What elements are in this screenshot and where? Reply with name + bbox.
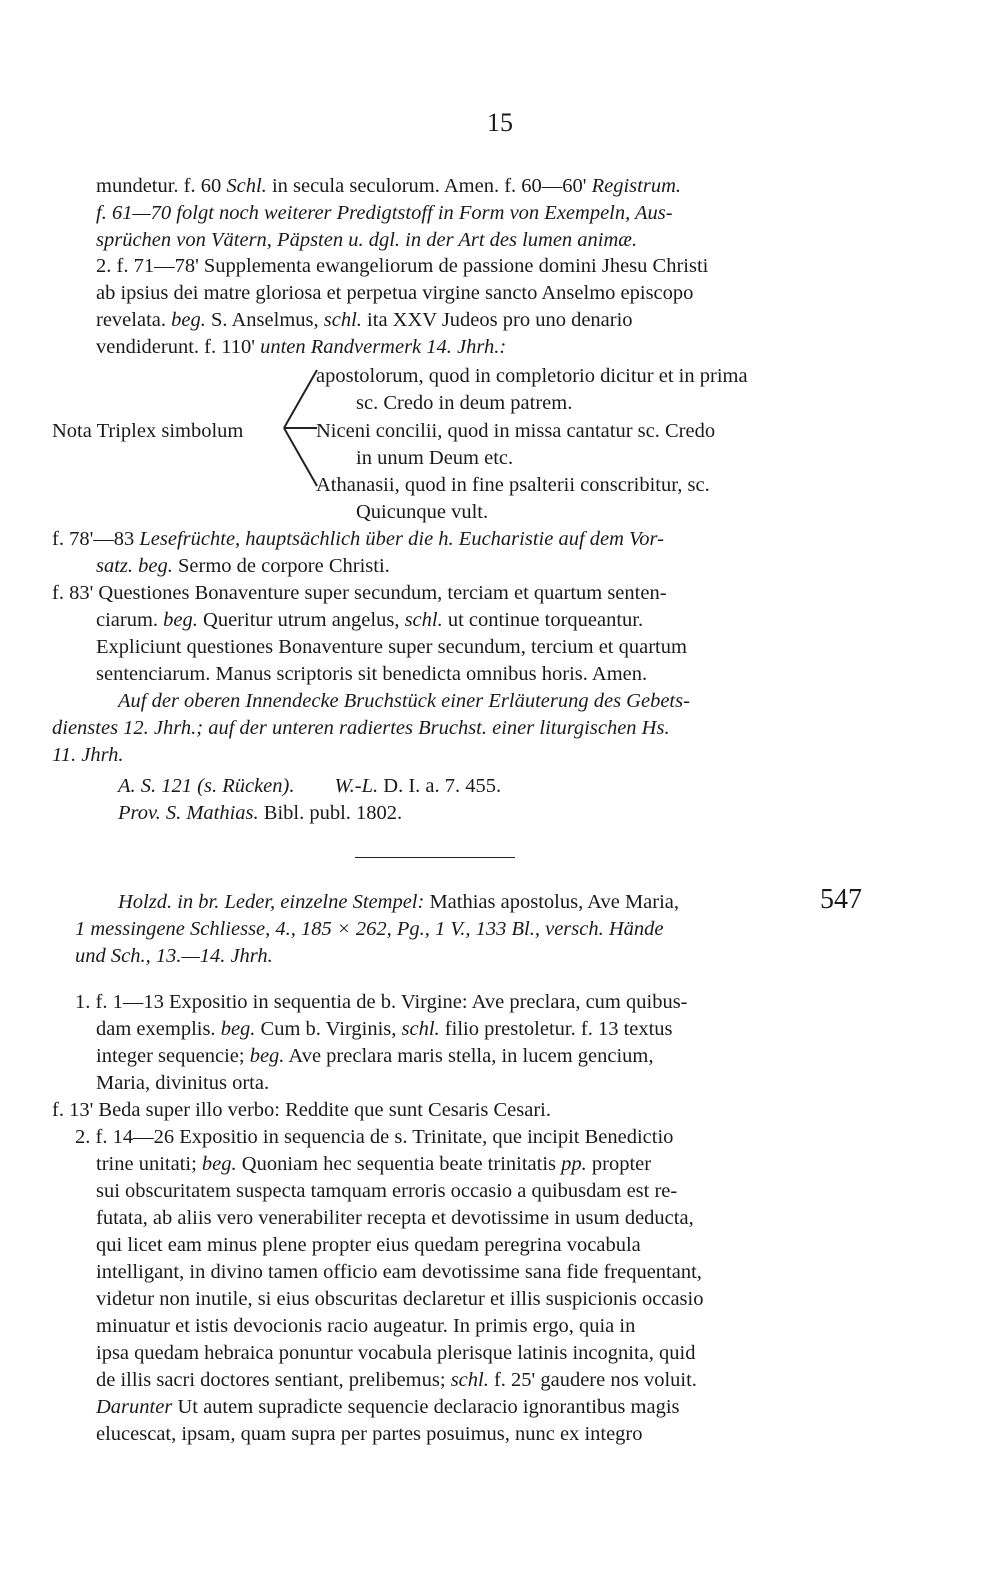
reference-line: A. S. 121 (s. Rücken). W.-L. D. I. a. 7. 455. xyxy=(118,775,502,797)
contents-line: integer sequencie; beg. Ave preclara maris stella, in lucem gencium, xyxy=(96,1045,654,1067)
contents-line: Maria, divinitus orta. xyxy=(96,1072,270,1094)
contents-line: futata, ab aliis vero venerabiliter recepta et devotissime in usum deducta, xyxy=(96,1207,694,1229)
nota-line: sc. Credo in deum patrem. xyxy=(356,392,573,414)
text-line: ciarum. beg. Queritur utrum angelus, schl. ut continue torqueantur. xyxy=(96,609,644,631)
contents-line: 2. f. 14—26 Expositio in sequencia de s. Trinitate, que incipit Benedictio xyxy=(75,1126,674,1148)
contents-line: Darunter Ut autem supradicte sequencie declaracio ignorantibus magis xyxy=(96,1396,680,1418)
text-line: ab ipsius dei matre gloriosa et perpetua virgine sancto Anselmo episcopo xyxy=(96,282,694,304)
text-line: dienstes 12. Jhrh.; auf der unteren radiertes Bruchst. einer liturgischen Hs. xyxy=(52,717,670,739)
text-line: 2. f. 71—78' Supplementa ewangeliorum de passione domini Jhesu Christi xyxy=(96,255,709,277)
text-line: revelata. beg. S. Anselmus, schl. ita XXV Judeos pro uno denario xyxy=(96,309,633,331)
separator-rule xyxy=(355,857,515,858)
contents-line: sui obscuritatem suspecta tamquam erroris occasio a quibusdam est re- xyxy=(96,1180,678,1202)
contents-line: trine unitati; beg. Quoniam hec sequentia beate trinitatis pp. propter xyxy=(96,1153,652,1175)
text-line: Expliciunt questiones Bonaventure super secundum, tercium et quartum xyxy=(96,636,687,658)
contents-line: elucescat, ipsam, quam supra per partes posuimus, nunc ex integro xyxy=(96,1423,643,1445)
nota-line: in unum Deum etc. xyxy=(356,447,514,469)
text-line: sprüchen von Vätern, Päpsten u. dgl. in der Art des lumen animæ. xyxy=(96,229,638,251)
text-line: f. 83' Questiones Bonaventure super secundum, terciam et quartum senten- xyxy=(52,582,667,604)
contents-line: ipsa quedam hebraica ponuntur vocabula plerisque latinis incognita, quid xyxy=(96,1342,696,1364)
contents-line: 1. f. 1—13 Expositio in sequentia de b. Virgine: Ave preclara, cum quibus- xyxy=(75,991,688,1013)
nota-line: Quicunque vult. xyxy=(356,501,489,523)
text-line: f. 78'—83 Lesefrüchte, hauptsächlich über die h. Eucharistie auf dem Vor- xyxy=(52,528,664,550)
text-line: f. 61—70 folgt noch weiterer Predigtstoff in Form von Exempeln, Aus- xyxy=(96,202,673,224)
contents-line: qui licet eam minus plene propter eius quedam peregrina vocabula xyxy=(96,1234,641,1256)
contents-line: intelligant, in divino tamen officio eam devotissime sana fide frequentant, xyxy=(96,1261,702,1283)
contents-line: de illis sacri doctores sentiant, prelibemus; schl. f. 25' gaudere nos voluit. xyxy=(96,1369,697,1391)
nota-line: Athanasii, quod in fine psalterii conscribitur, sc. xyxy=(316,474,710,496)
text-line: 1 messingene Schliesse, 4., 185 × 262, Pg., 1 V., 133 Bl., versch. Hände xyxy=(75,918,664,940)
contents-line: minuatur et istis devocionis racio augeatur. In primis ergo, quia in xyxy=(96,1315,636,1337)
contents-line: dam exemplis. beg. Cum b. Virginis, schl. filio prestoletur. f. 13 textus xyxy=(96,1018,673,1040)
nota-line: apostolorum, quod in completorio dicitur et in prima xyxy=(316,365,748,387)
nota-line: Niceni concilii, quod in missa cantatur sc. Credo xyxy=(316,420,716,442)
page-number: 15 xyxy=(487,108,513,137)
text-line: und Sch., 13.—14. Jhrh. xyxy=(75,945,273,967)
text-line: vendiderunt. f. 110' unten Randvermerk 14. Jhrh.: xyxy=(96,336,507,358)
text-line: Holzd. in br. Leder, einzelne Stempel: Mathias apostolus, Ave Maria, xyxy=(118,891,680,913)
text-line: Auf der oberen Innendecke Bruchstück einer Erläuterung des Gebets- xyxy=(118,690,690,712)
nota-label: Nota Triplex simbolum xyxy=(52,420,244,442)
contents-line: videtur non inutile, si eius obscuritas declaretur et illis suspicionis occasio xyxy=(96,1288,704,1310)
margin-number: 547 xyxy=(820,884,862,915)
reference-line: Prov. S. Mathias. Bibl. publ. 1802. xyxy=(118,802,403,824)
contents-line: f. 13' Beda super illo verbo: Reddite que sunt Cesaris Cesari. xyxy=(52,1099,552,1121)
text-line: satz. beg. Sermo de corpore Christi. xyxy=(96,555,390,577)
text-line: sentenciarum. Manus scriptoris sit benedicta omnibus horis. Amen. xyxy=(96,663,648,685)
text-line: 11. Jhrh. xyxy=(52,744,124,766)
text-line: mundetur. f. 60 Schl. in secula seculorum. Amen. f. 60—60' Registrum. xyxy=(96,175,682,197)
